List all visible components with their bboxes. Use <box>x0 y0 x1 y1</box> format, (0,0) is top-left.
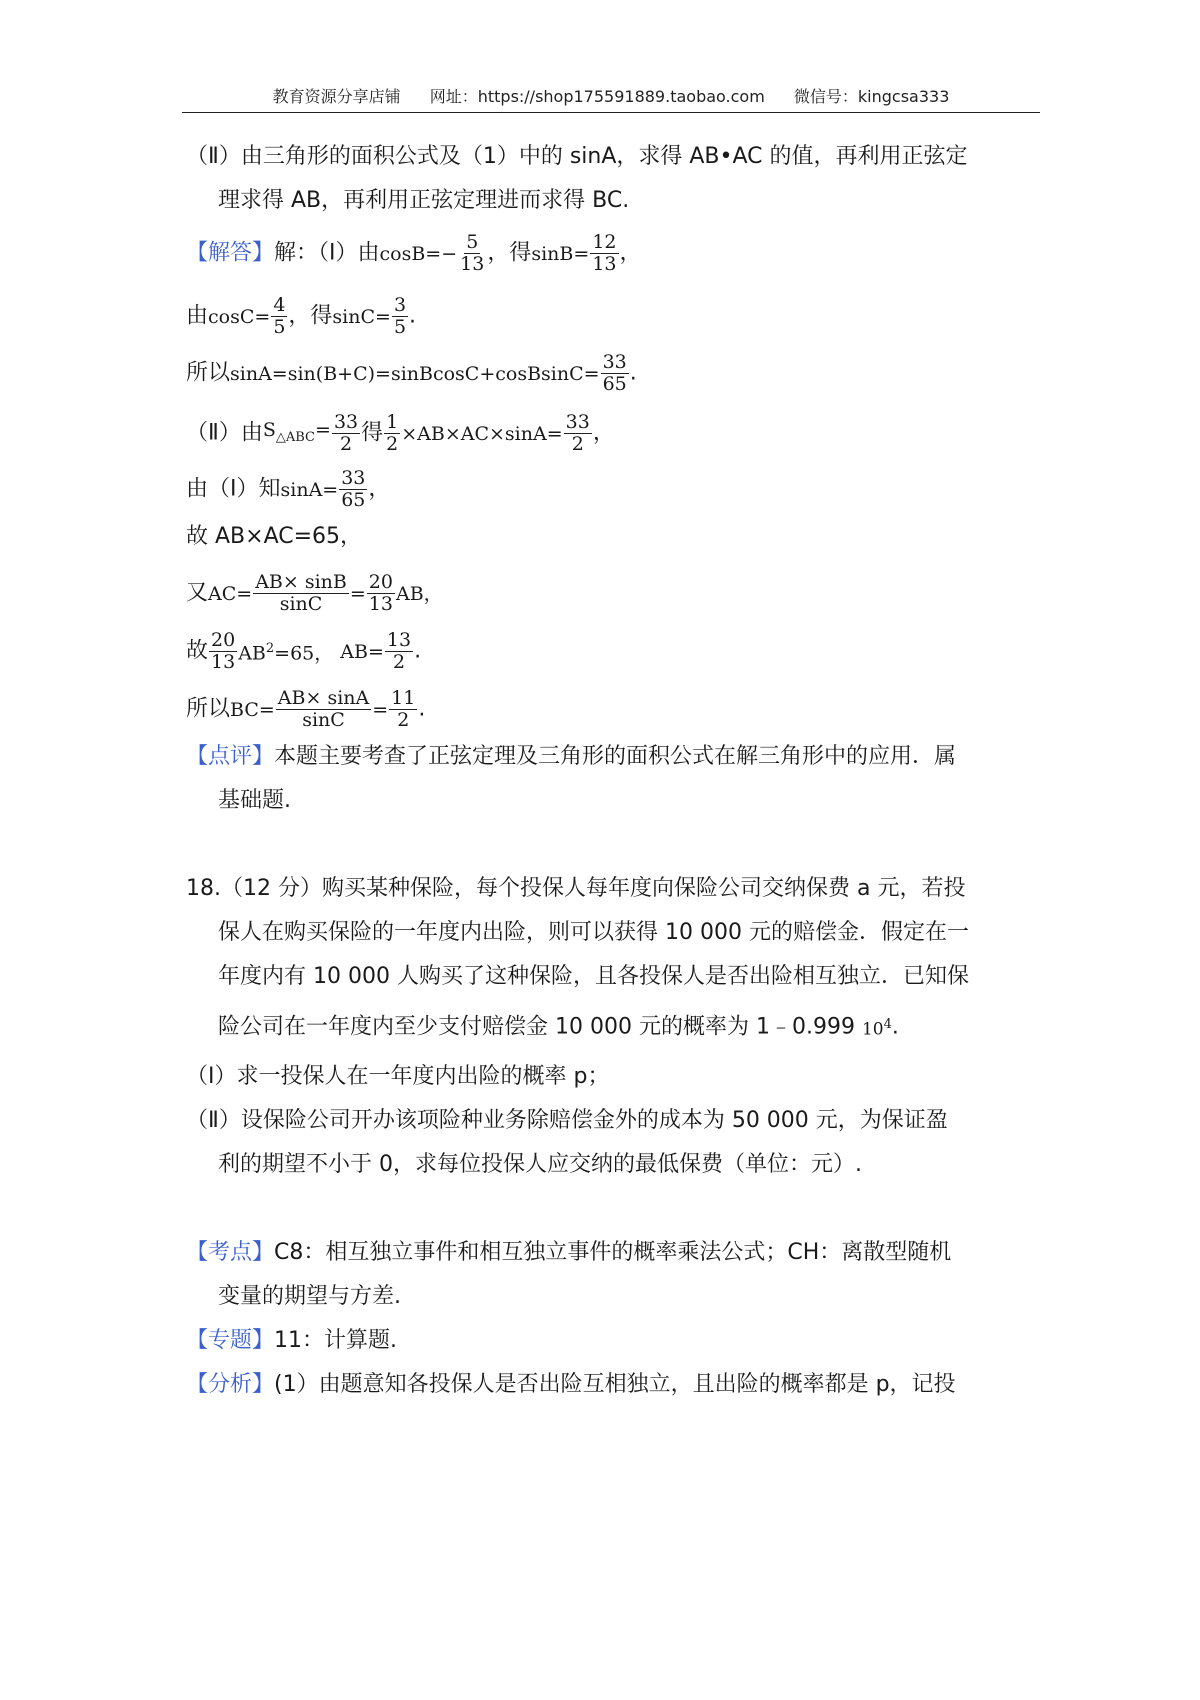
text: 由 <box>186 303 209 329</box>
solution-line-8 <box>186 630 421 673</box>
fenxi-tag: 【分析】 <box>186 1372 275 1397</box>
numerator: AB× sinA <box>277 687 370 709</box>
math: cosC= <box>208 305 271 328</box>
numerator: AB× sinB <box>255 571 347 593</box>
numerator: 1 <box>386 411 399 433</box>
comment-tag: 【点评】 <box>186 744 275 769</box>
numerator: 33 <box>341 467 366 489</box>
math: ×AB×AC×sinA= <box>401 422 563 445</box>
text: 本题主要考查了正弦定理及三角形的面积公式在解三角形中的应用．属 <box>274 744 957 769</box>
text: . <box>891 1014 899 1040</box>
solution-line-3 <box>186 352 637 395</box>
math: AB= <box>340 640 384 663</box>
math <box>238 634 333 668</box>
fraction <box>209 630 237 673</box>
header-divider <box>182 112 1040 113</box>
text: ， <box>368 476 391 502</box>
analysis-line-2: 理求得 AB，再利用正弦定理进而求得 BC. <box>218 188 630 213</box>
solution-line-4 <box>186 412 615 455</box>
math: = <box>349 582 366 605</box>
numerator: 33 <box>565 411 590 433</box>
math: − <box>441 242 458 265</box>
fraction <box>601 352 629 395</box>
text: 解：（Ⅰ）由 <box>274 240 380 266</box>
numerator: 20 <box>368 571 393 593</box>
denominator: 13 <box>368 593 393 615</box>
math: sinA=sin(B+C)=sinBcosC+cosBsinC= <box>230 362 600 385</box>
zhuanti-tag: 【专题】 <box>186 1328 275 1353</box>
text: ， <box>592 420 615 446</box>
denominator: 13 <box>592 253 617 275</box>
denominator: 2 <box>571 433 584 455</box>
fraction <box>339 468 367 511</box>
header-wechat: 微信号：kingcsa333 <box>793 87 950 106</box>
fraction <box>271 295 287 338</box>
comment-line-2: 基础题. <box>218 788 291 813</box>
numerator: 5 <box>466 231 479 253</box>
numerator: 13 <box>386 629 412 651</box>
text: ，得 <box>487 240 532 266</box>
fraction <box>564 412 592 455</box>
text: . <box>409 303 417 329</box>
denominator: 2 <box>397 709 410 731</box>
numerator: 33 <box>602 351 627 373</box>
fraction <box>367 572 395 615</box>
math: AB， <box>395 582 443 605</box>
kaodian-line-1 <box>186 1238 951 1268</box>
question-2-line-1: （Ⅱ）设保险公司开办该项险种业务除赔偿金外的成本为 50 000 元，为保证盈 <box>186 1108 948 1133</box>
denominator: sinC <box>302 709 345 731</box>
math-eq: =65， <box>274 642 334 665</box>
math: AC= <box>208 582 253 605</box>
math: = <box>372 698 389 721</box>
problem-18-line-4 <box>218 1010 899 1045</box>
text: 由（Ⅰ）知 <box>186 476 281 502</box>
solution-line-6: 故 AB×AC=65， <box>186 524 363 549</box>
question-2-line-2: 利的期望不小于 0，求每位投保人应交纳的最低保费（单位：元）. <box>218 1152 862 1177</box>
solution-line-1 <box>186 232 642 275</box>
denominator: 65 <box>341 489 366 511</box>
solution-line-5 <box>186 468 390 511</box>
text: 又 <box>186 580 209 606</box>
problem-18-line-1: 18.（12 分）购买某种保险，每个投保人每年度向保险公司交纳保费 a 元，若投 <box>186 876 966 901</box>
solution-line-7 <box>186 572 443 615</box>
text: ，得 <box>288 303 333 329</box>
denominator: 13 <box>211 651 236 673</box>
denominator: 13 <box>460 253 485 275</box>
text: ， <box>619 240 642 266</box>
denominator: 5 <box>393 316 407 338</box>
fraction <box>276 688 371 731</box>
text: 所以 <box>186 360 231 386</box>
text: 11：计算题. <box>274 1328 398 1353</box>
text: 险公司在一年度内至少支付赔偿金 10 000 元的概率为 1﹣0.999 <box>218 1014 855 1040</box>
math: sinB= <box>531 242 590 265</box>
problem-18-line-2: 保人在购买保险的一年度内出险，则可以获得 10 000 元的赔偿金．假定在一 <box>218 920 969 945</box>
numerator: 20 <box>211 629 236 651</box>
text: (1）由题意知各投保人是否出险互相独立，且出险的概率都是 p，记投 <box>274 1372 956 1397</box>
text: （Ⅱ）由 <box>186 420 263 446</box>
solution-tag: 【解答】 <box>186 240 275 266</box>
fraction <box>590 232 618 275</box>
denominator: 5 <box>273 316 286 338</box>
text: . <box>418 696 426 722</box>
math: sinC= <box>332 305 391 328</box>
superscript: 2 <box>265 641 275 657</box>
superscript: 4 <box>883 1017 892 1032</box>
math: cosB= <box>379 242 442 265</box>
math-ab: AB <box>238 642 266 665</box>
fraction <box>332 412 360 455</box>
denominator: 2 <box>392 651 406 673</box>
text: C8：相互独立事件和相互独立事件的概率乘法公式；CH：离散型随机 <box>274 1240 952 1265</box>
problem-18-line-3: 年度内有 10 000 人购买了这种保险，且各投保人是否出险相互独立．已知保 <box>218 964 969 989</box>
math: sinA= <box>280 478 339 501</box>
math-eq: = <box>315 418 331 441</box>
numerator: 12 <box>592 231 617 253</box>
fraction <box>385 630 413 673</box>
question-1: （Ⅰ）求一投保人在一年度内出险的概率 p； <box>186 1064 610 1089</box>
fraction <box>384 412 400 455</box>
numerator: 4 <box>273 294 286 316</box>
math: BC= <box>230 698 275 721</box>
text: 得 <box>361 420 384 446</box>
comment-line-1 <box>186 742 956 772</box>
fraction <box>389 688 417 731</box>
exponent-expression <box>862 1010 892 1045</box>
solution-line-9 <box>186 688 425 731</box>
fraction <box>458 232 486 275</box>
numerator: 11 <box>391 687 416 709</box>
header-shop: 教育资源分享店铺 <box>272 87 401 106</box>
solution-line-2 <box>186 295 416 338</box>
fraction <box>392 295 408 338</box>
math <box>263 415 331 453</box>
denominator: 2 <box>339 433 353 455</box>
analysis-line-1: （Ⅱ）由三角形的面积公式及（1）中的 sinA，求得 AB•AC 的值，再利用正弦定 <box>186 144 968 169</box>
page-header <box>182 84 1040 107</box>
exponent-base: 10 <box>861 1019 884 1040</box>
text: 所以 <box>186 696 231 722</box>
text: 故 <box>186 638 209 664</box>
subscript: △ABC <box>275 429 316 445</box>
zhuanti-line <box>186 1326 397 1356</box>
denominator: sinC <box>279 593 323 615</box>
fenxi-line <box>186 1370 956 1400</box>
denominator: 2 <box>386 433 399 455</box>
header-url[interactable]: 网址：https://shop175591889.taobao.com <box>429 87 765 106</box>
text: . <box>414 638 422 664</box>
kaodian-tag: 【考点】 <box>186 1240 275 1265</box>
denominator: 65 <box>602 373 627 395</box>
numerator: 3 <box>393 294 407 316</box>
numerator: 33 <box>333 411 359 433</box>
fraction <box>253 572 349 615</box>
text: . <box>629 360 637 386</box>
kaodian-line-2: 变量的期望与方差. <box>218 1284 401 1309</box>
math-s: S <box>262 418 276 441</box>
